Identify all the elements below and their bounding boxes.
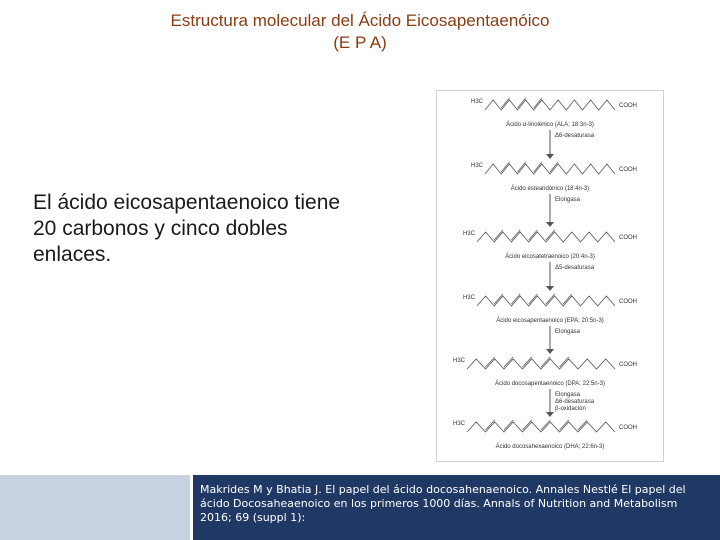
double-bond-mark	[546, 230, 555, 240]
double-bond-mark	[523, 420, 532, 430]
molecule-name: Ácido eicosapentaenoico (EPA; 20:5n-3)	[496, 318, 604, 324]
molecule-left-label: H3C	[470, 99, 483, 105]
carbon-chain	[467, 422, 615, 432]
carbon-chain	[485, 100, 615, 110]
arrow-head	[546, 222, 554, 227]
molecule-name: Ácido docosahexaenoico (DHA; 22:6n-3)	[495, 444, 605, 450]
molecule-left-label: H3C	[470, 163, 483, 169]
double-bond-mark	[486, 357, 495, 367]
carbon-chain	[477, 232, 615, 242]
enzyme-label: Elongasa	[555, 392, 581, 398]
enzyme-label: Elongasa	[555, 329, 581, 335]
carbon-chain	[477, 296, 615, 306]
molecule-left-label: H3C	[462, 295, 475, 301]
molecule-left-label: H3C	[452, 358, 465, 364]
double-bond-mark	[529, 294, 538, 304]
molecule-left-label: H3C	[462, 231, 475, 237]
carbon-chain	[467, 359, 615, 369]
slide-title-line1: Estructura molecular del Ácido Eicosapentaenóico	[170, 11, 550, 30]
molecule-left-label: H3C	[452, 421, 465, 427]
arrow-head	[546, 154, 554, 159]
double-bond-mark	[541, 357, 550, 367]
double-bond-mark	[501, 98, 509, 108]
slide-title	[60, 10, 660, 54]
carbon-chain	[485, 164, 615, 174]
molecule-right-label: COOH	[619, 299, 637, 305]
molecule-right-label: COOH	[619, 235, 637, 241]
double-bond-mark	[546, 294, 555, 304]
molecule-name: Ácido docosapentaenoico (DPA; 22:5n-3)	[495, 381, 605, 387]
molecule-right-label: COOH	[619, 425, 637, 431]
arrow-head	[546, 286, 554, 291]
double-bond-mark	[550, 162, 558, 172]
double-bond-mark	[578, 420, 587, 430]
double-bond-mark	[504, 357, 513, 367]
double-bond-mark	[534, 98, 542, 108]
footer-accent-block	[0, 475, 190, 540]
double-bond-mark	[486, 420, 495, 430]
molecule-right-label: COOH	[619, 167, 637, 173]
pathway-diagram	[437, 91, 663, 461]
double-bond-mark	[529, 230, 538, 240]
molecule-name: Ácido eicosatetraenoico (20:4n-3)	[505, 254, 595, 260]
double-bond-mark	[494, 230, 503, 240]
molecule-right-label: COOH	[619, 103, 637, 109]
enzyme-label: Elongasa	[555, 197, 581, 203]
double-bond-mark	[512, 230, 521, 240]
double-bond-mark	[560, 420, 569, 430]
enzyme-label: β-oxidación	[555, 406, 586, 412]
double-bond-mark	[512, 294, 521, 304]
double-bond-mark	[541, 420, 550, 430]
body-text: El ácido eicosapentaenoico tiene 20 carbonos y cinco dobles enlaces.	[33, 191, 341, 266]
double-bond-mark	[563, 294, 572, 304]
citation-text: Makrides M y Bhatia J. El papel del ácido docosahenaenoico. Annales Nestlé El papel del ácido Docosaheaenoico en los primeros 1000 días. Annals of Nutrition and Metabolism 2016; 69 (suppl 1):	[200, 483, 686, 524]
double-bond-mark	[501, 162, 509, 172]
slide-title-line2: (E P A)	[333, 33, 387, 52]
enzyme-label: Δ6-desaturasa	[555, 133, 595, 139]
molecule-name: Ácido α-linolénico (ALA; 18:3n-3)	[506, 122, 594, 128]
metabolic-pathway-figure	[436, 90, 664, 462]
molecule-name: Ácido estearidónico (18:4n-3)	[510, 186, 590, 192]
molecule-right-label: COOH	[619, 362, 637, 368]
enzyme-label: Δ5-desaturasa	[555, 265, 595, 271]
arrow-head	[546, 412, 554, 417]
arrow-head	[546, 349, 554, 354]
double-bond-mark	[494, 294, 503, 304]
double-bond-mark	[518, 98, 526, 108]
double-bond-mark	[523, 357, 532, 367]
double-bond-mark	[504, 420, 513, 430]
enzyme-label: Δ6-desaturasa	[555, 399, 595, 405]
double-bond-mark	[534, 162, 542, 172]
double-bond-mark	[518, 162, 526, 172]
double-bond-mark	[560, 357, 569, 367]
